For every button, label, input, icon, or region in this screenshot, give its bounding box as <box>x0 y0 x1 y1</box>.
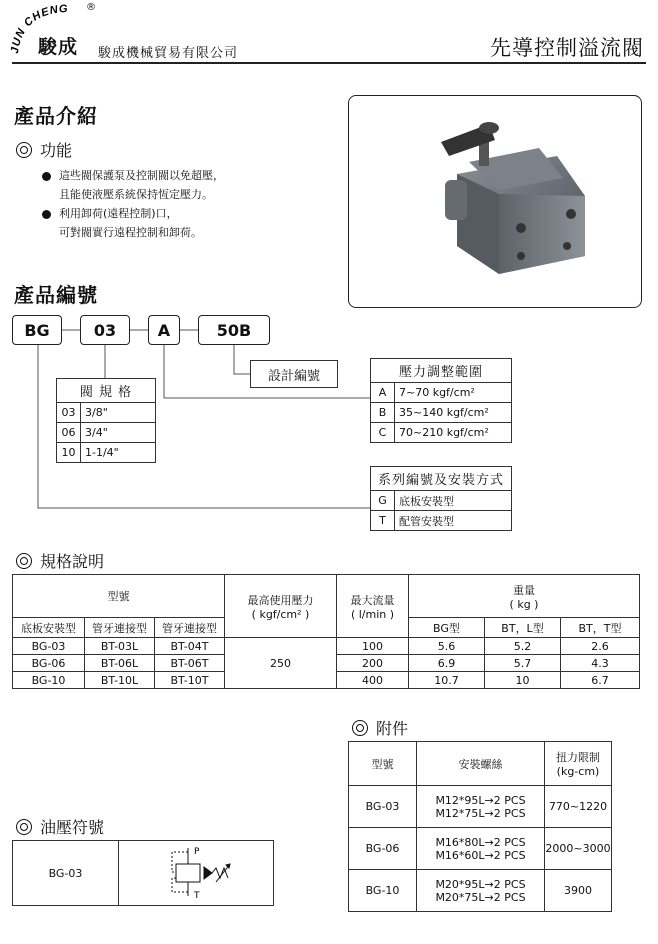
bullseye-icon <box>16 819 32 835</box>
table-row: BG-06 BT-06L BT-06T 200 6.9 5.7 4.3 <box>13 655 640 672</box>
table-row: BG-03 BT-03L BT-04T 250 100 5.6 5.2 2.6 <box>13 638 640 655</box>
port-t-label: T <box>194 890 200 901</box>
function-heading: 功能 <box>16 138 72 161</box>
list-item: 這些閥保護泵及控制閥以免超壓， <box>42 166 224 185</box>
col-header-pressure: 最高使用壓力 ( kgf/cm² ) <box>225 575 337 638</box>
code-part-size: 03 <box>80 315 130 345</box>
accessories-table <box>348 741 612 912</box>
col-header-weight: 重量 ( kg ) <box>409 575 640 618</box>
registered-mark: ® <box>86 2 96 13</box>
table-row: BG-06 M16*80L→2 PCS M16*60L→2 PCS 2000~3000 <box>349 828 612 870</box>
table-header: 系列編號及安裝方式 <box>371 467 512 491</box>
list-item-cont: 可對閥實行遠程控制和卸荷。 <box>59 226 202 239</box>
code-part-series: BG <box>12 315 62 345</box>
col-header-torque: 扭力限制 (kg-cm) <box>545 742 612 786</box>
table-header: 壓力調整範圍 <box>371 359 512 383</box>
code-part-pressure: A <box>148 315 180 345</box>
specs-heading: 規格說明 <box>16 549 104 572</box>
table-row: B 35~140 kgf/cm² <box>371 403 512 423</box>
table-row: BG-10 BT-10L BT-10T 400 10.7 10 6.7 <box>13 672 640 689</box>
symbol-cell <box>119 841 274 906</box>
col-header-flow: 最大流量 ( l/min ) <box>337 575 409 638</box>
list-item: 利用卸荷(遠程控制)口， <box>42 204 224 223</box>
table-row: 03 3/8" <box>57 403 156 423</box>
code-part-design: 50B <box>198 315 270 345</box>
series-table <box>370 466 512 531</box>
table-row: A 7~70 kgf/cm² <box>371 383 512 403</box>
table-row: G 底板安裝型 <box>371 491 512 511</box>
port-p-label: P <box>194 846 200 857</box>
list-item-cont: 且能使液壓系統保持恆定壓力。 <box>59 188 213 201</box>
table-row: 06 3/4" <box>57 423 156 443</box>
pressure-value: 250 <box>225 638 337 689</box>
design-number-label: 設計編號 <box>250 360 338 388</box>
table-row: BG-10 M20*95L→2 PCS M20*75L→2 PCS 3900 <box>349 870 612 912</box>
page-title: 先導控制溢流閥 <box>490 36 644 60</box>
col-header-model: 型號 <box>349 742 417 786</box>
table-row: T 配管安裝型 <box>371 511 512 531</box>
col-header-bolts: 安裝螺絲 <box>417 742 545 786</box>
intro-heading: 產品介紹 <box>14 104 98 128</box>
table-row: BG-03 M12*95L→2 PCS M12*75L→2 PCS 770~1220 <box>349 786 612 828</box>
brand-english: JUN CHENG <box>9 2 69 55</box>
bullseye-icon <box>352 720 368 736</box>
pressure-range-table <box>370 358 512 443</box>
specs-table: 型號 最高使用壓力 ( kgf/cm² ) 最大流量 ( l/min ) 重量 ( kg ) 底板安裝型 管牙連接型 管牙連接型 BG型 BT，L型 BT，T型 BG-03 BT-03L BT-04T 250 100 5.6 5.2 2.6 BG-06 BT-06L BT-06T 200 6.9 5.7 4.3 BG-10 BT-10L BT-10T 400 10.7 10 6.7 <box>12 574 640 689</box>
relief-valve-symbol-icon <box>136 842 256 902</box>
symbol-table <box>12 840 274 906</box>
brand-chinese: 駿成 <box>38 36 79 58</box>
table-header: 閥 規 格 <box>57 379 156 403</box>
col-header-model: 型號 <box>13 575 225 618</box>
valve-size-table <box>56 378 156 463</box>
company-name: 駿成機械貿易有限公司 <box>98 46 239 61</box>
table-row: C 70~210 kgf/cm² <box>371 423 512 443</box>
bullseye-icon <box>16 553 32 569</box>
table-row: 10 1-1/4" <box>57 443 156 463</box>
symbol-heading: 油壓符號 <box>16 815 104 838</box>
symbol-model: BG-03 <box>13 841 119 906</box>
accessories-heading: 附件 <box>352 716 408 739</box>
coding-heading: 產品編號 <box>14 283 98 307</box>
